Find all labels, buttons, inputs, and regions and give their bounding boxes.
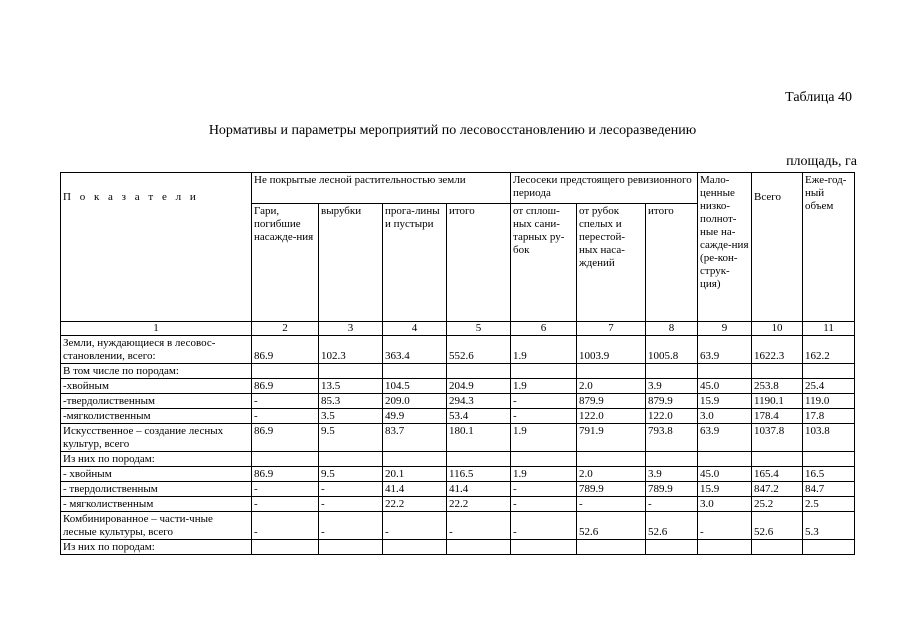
row-value: 204.9 (447, 379, 511, 394)
page-title: Нормативы и параметры мероприятий по лесовосстановлению и лесоразведению (208, 123, 697, 138)
row-value: - (698, 512, 752, 540)
row-value: 1003.9 (577, 336, 646, 364)
table-row (61, 336, 855, 364)
table-row (61, 540, 855, 555)
row-value: 3.5 (319, 409, 383, 424)
row-value: 53.4 (447, 409, 511, 424)
row-value: - (252, 482, 319, 497)
row-value: 16.5 (803, 467, 855, 482)
row-value: 119.0 (803, 394, 855, 409)
row-value: 5.3 (803, 512, 855, 540)
row-value: - (511, 409, 577, 424)
row-value: 791.9 (577, 424, 646, 452)
row-label: -хвойным (61, 379, 252, 394)
row-label: Земли, нуждающиеся в лесовос-становлении, всего: (61, 336, 252, 364)
column-number: 2 (252, 322, 319, 336)
column-number: 8 (646, 322, 698, 336)
row-value: 1037.8 (752, 424, 803, 452)
row-value: 879.9 (646, 394, 698, 409)
table-row (61, 497, 855, 512)
column-number: 4 (383, 322, 447, 336)
row-value: - (577, 497, 646, 512)
table-number: Таблица 40 (785, 90, 852, 105)
row-label: -мягколиственным (61, 409, 252, 424)
column-number: 7 (577, 322, 646, 336)
row-value: 552.6 (447, 336, 511, 364)
row-value: 122.0 (646, 409, 698, 424)
row-value: 52.6 (646, 512, 698, 540)
row-value: 20.1 (383, 467, 447, 482)
row-label: Из них по породам: (61, 540, 252, 555)
row-value: 2.5 (803, 497, 855, 512)
row-value (577, 452, 646, 467)
row-value (511, 540, 577, 555)
row-value: 41.4 (383, 482, 447, 497)
column-number: 5 (447, 322, 511, 336)
row-label: - твердолиственным (61, 482, 252, 497)
row-value (252, 364, 319, 379)
row-value: 1.9 (511, 336, 577, 364)
row-value: 22.2 (383, 497, 447, 512)
row-value: 3.9 (646, 379, 698, 394)
row-value (577, 364, 646, 379)
row-value: 2.0 (577, 467, 646, 482)
row-value (698, 452, 752, 467)
row-value: 363.4 (383, 336, 447, 364)
header-cuttings: от рубок спелых и перестой-ных наса-ждений (577, 204, 646, 322)
row-label: Из них по породам: (61, 452, 252, 467)
row-value: 1.9 (511, 424, 577, 452)
header-glades: прога-лины и пустыри (383, 204, 447, 322)
row-value (752, 364, 803, 379)
row-value: 86.9 (252, 467, 319, 482)
row-value (383, 364, 447, 379)
row-value: 102.3 (319, 336, 383, 364)
row-value: 103.8 (803, 424, 855, 452)
header-not-covered: Не покрытые лесной растительностью земли (252, 173, 511, 204)
row-value: 180.1 (447, 424, 511, 452)
header-felling-sites: Лесосеки предстоящего ревизионного периода (511, 173, 698, 204)
row-value: 25.4 (803, 379, 855, 394)
row-value (698, 540, 752, 555)
row-value (252, 540, 319, 555)
row-value: 45.0 (698, 379, 752, 394)
row-value: 2.0 (577, 379, 646, 394)
row-value: 1.9 (511, 379, 577, 394)
row-value (319, 540, 383, 555)
row-value: 9.5 (319, 424, 383, 452)
row-value: 83.7 (383, 424, 447, 452)
row-value: 879.9 (577, 394, 646, 409)
row-value: 1005.8 (646, 336, 698, 364)
row-value: 116.5 (447, 467, 511, 482)
row-value: 86.9 (252, 379, 319, 394)
header-low-density: Мало-ценные низко-полнот-ные на-сажде-ния (ре-кон-струк-ция) (698, 173, 752, 322)
unit-label: площадь, га (786, 154, 857, 169)
table-row (61, 452, 855, 467)
row-value (803, 540, 855, 555)
row-value (752, 452, 803, 467)
row-value (698, 364, 752, 379)
row-value: 15.9 (698, 482, 752, 497)
row-value (646, 540, 698, 555)
header-subtotal-1: итого (447, 204, 511, 322)
column-number: 9 (698, 322, 752, 336)
row-value: - (511, 497, 577, 512)
header-sanitary: от сплош-ных сани-тарных ру-бок (511, 204, 577, 322)
row-label: В том числе по породам: (61, 364, 252, 379)
table-row (61, 424, 855, 452)
row-value (319, 364, 383, 379)
column-number: 3 (319, 322, 383, 336)
row-value: 122.0 (577, 409, 646, 424)
header-burns: Гари, погибшие насажде-ния (252, 204, 319, 322)
row-value: 49.9 (383, 409, 447, 424)
row-value: 1190.1 (752, 394, 803, 409)
row-value: 789.9 (646, 482, 698, 497)
row-value: 63.9 (698, 336, 752, 364)
row-value: 45.0 (698, 467, 752, 482)
row-value: 25.2 (752, 497, 803, 512)
column-number: 6 (511, 322, 577, 336)
header-total: Всего (752, 173, 803, 322)
row-value: 9.5 (319, 467, 383, 482)
row-value: 86.9 (252, 424, 319, 452)
table-row (61, 409, 855, 424)
header-clearings: вырубки (319, 204, 383, 322)
row-value: 3.0 (698, 409, 752, 424)
row-value (752, 540, 803, 555)
row-value: - (252, 409, 319, 424)
table-row (61, 482, 855, 497)
header-indicators: П о к а з а т е л и (61, 173, 252, 322)
table-row (61, 364, 855, 379)
row-value: 1622.3 (752, 336, 803, 364)
row-value: 162.2 (803, 336, 855, 364)
row-value (319, 452, 383, 467)
row-value (447, 452, 511, 467)
table-row (61, 512, 855, 540)
column-number-row (61, 322, 855, 336)
row-label: Искусственное – создание лесных культур, всего (61, 424, 252, 452)
row-value: 17.8 (803, 409, 855, 424)
row-value (511, 364, 577, 379)
header-subtotal-2: итого (646, 204, 698, 322)
row-value (447, 540, 511, 555)
row-value: - (319, 482, 383, 497)
row-label: - мягколиственным (61, 497, 252, 512)
row-value: 52.6 (577, 512, 646, 540)
row-value: 104.5 (383, 379, 447, 394)
row-value: 253.8 (752, 379, 803, 394)
row-value (252, 452, 319, 467)
row-value: 847.2 (752, 482, 803, 497)
row-value (646, 364, 698, 379)
row-value: - (383, 512, 447, 540)
row-value: 86.9 (252, 336, 319, 364)
row-value (511, 452, 577, 467)
row-value (447, 364, 511, 379)
row-value (383, 452, 447, 467)
row-value: - (447, 512, 511, 540)
row-value: - (511, 512, 577, 540)
column-number: 10 (752, 322, 803, 336)
row-value: - (252, 394, 319, 409)
row-value: - (252, 497, 319, 512)
row-value: - (252, 512, 319, 540)
row-label: Комбинированное – части-чные лесные культуры, всего (61, 512, 252, 540)
row-value (803, 452, 855, 467)
row-value: 3.0 (698, 497, 752, 512)
row-value: 84.7 (803, 482, 855, 497)
header-annual: Еже-год-ный объем (803, 173, 855, 322)
row-label: - хвойным (61, 467, 252, 482)
column-number: 11 (803, 322, 855, 336)
row-value (577, 540, 646, 555)
row-label: -твердолиственным (61, 394, 252, 409)
row-value: 13.5 (319, 379, 383, 394)
row-value: 209.0 (383, 394, 447, 409)
table-row (61, 467, 855, 482)
row-value (646, 452, 698, 467)
row-value: 85.3 (319, 394, 383, 409)
table-row (61, 394, 855, 409)
row-value: 22.2 (447, 497, 511, 512)
row-value: 15.9 (698, 394, 752, 409)
row-value: - (511, 482, 577, 497)
row-value: 41.4 (447, 482, 511, 497)
row-value: 3.9 (646, 467, 698, 482)
row-value: 178.4 (752, 409, 803, 424)
row-value (383, 540, 447, 555)
row-value: - (511, 394, 577, 409)
table-row (61, 379, 855, 394)
row-value: 1.9 (511, 467, 577, 482)
row-value: - (319, 497, 383, 512)
row-value: - (319, 512, 383, 540)
row-value: 789.9 (577, 482, 646, 497)
row-value: 63.9 (698, 424, 752, 452)
row-value: 52.6 (752, 512, 803, 540)
row-value (803, 364, 855, 379)
row-value: - (646, 497, 698, 512)
forest-restoration-table (60, 172, 855, 555)
column-number: 1 (61, 322, 252, 336)
row-value: 165.4 (752, 467, 803, 482)
row-value: 294.3 (447, 394, 511, 409)
row-value: 793.8 (646, 424, 698, 452)
